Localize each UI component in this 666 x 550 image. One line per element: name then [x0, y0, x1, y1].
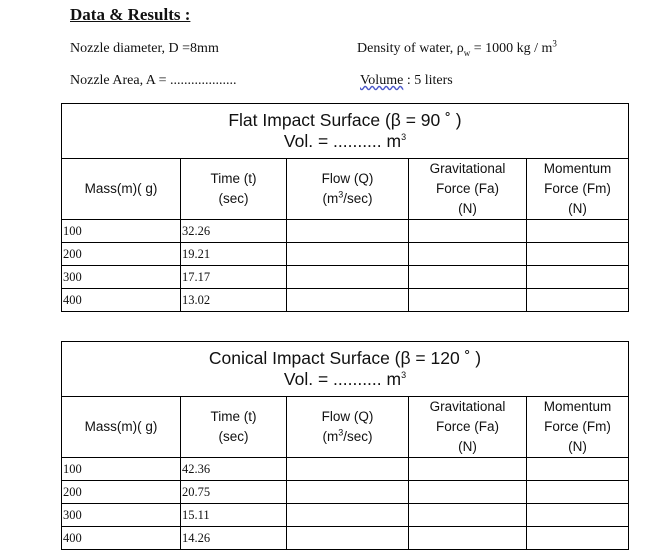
cell-mom-force — [527, 481, 629, 504]
cell-grav-force — [409, 243, 527, 266]
cell-grav-force — [409, 266, 527, 289]
table-row — [62, 243, 629, 266]
table-row — [62, 481, 629, 504]
section-heading: Data & Results : — [70, 5, 191, 24]
col-header-mom-force: Momentum Force (Fm) (N) — [527, 159, 629, 220]
cell-flow — [287, 504, 409, 527]
cell-mass: 200 — [62, 481, 181, 504]
cell-mom-force — [527, 243, 629, 266]
nozzle-diameter-text: Nozzle diameter, D =8mm — [70, 41, 219, 56]
table-row — [62, 527, 629, 550]
cell-mom-force — [527, 220, 629, 243]
flat-impact-table — [61, 103, 629, 312]
cell-mom-force — [527, 458, 629, 481]
table-volume-line: Vol. = .......... $m^3$ — [283, 131, 407, 151]
col-header-mass: Mass(m)( g) — [62, 397, 181, 458]
col-header-mass: Mass(m)( g) — [62, 159, 181, 220]
cell-mass: 200 — [62, 243, 181, 266]
density-value: = 1000 kg / m — [470, 41, 553, 56]
table-title: Conical Impact Surface (β = 120 ˚ ) — [208, 348, 482, 368]
cell-time: 20.75 — [181, 481, 287, 504]
col-header-time: Time (t) (sec) — [181, 159, 287, 220]
cell-grav-force — [409, 289, 527, 312]
cell-mom-force — [527, 527, 629, 550]
col-header-grav-force: Gravitational Force (Fa) (N) — [409, 159, 527, 220]
table-row — [62, 266, 629, 289]
table-row — [62, 220, 629, 243]
cell-flow — [287, 458, 409, 481]
col-header-mom-force: Momentum Force (Fm) (N) — [527, 397, 629, 458]
cell-grav-force — [409, 481, 527, 504]
cell-mass: 400 — [62, 527, 181, 550]
col-header-grav-force: Gravitational Force (Fa) (N) — [409, 397, 527, 458]
cell-time: 17.17 — [181, 266, 287, 289]
table-row — [62, 504, 629, 527]
cell-flow — [287, 266, 409, 289]
density-exponent: 3 — [552, 38, 557, 49]
cell-mass: 400 — [62, 289, 181, 312]
cell-grav-force — [409, 220, 527, 243]
cell-flow — [287, 527, 409, 550]
cell-flow — [287, 289, 409, 312]
cell-time: 14.26 — [181, 527, 287, 550]
table-title: Flat Impact Surface (β = 90 ˚ ) — [228, 110, 462, 130]
cell-grav-force — [409, 504, 527, 527]
cell-flow — [287, 243, 409, 266]
cell-time: 13.02 — [181, 289, 287, 312]
table-volume-line: Vol. = .......... $m^3$ — [283, 369, 407, 389]
density-prefix: Density of water, ρ — [357, 41, 464, 56]
cell-mom-force — [527, 266, 629, 289]
cell-time: 15.11 — [181, 504, 287, 527]
density-text — [357, 38, 557, 58]
table-row — [62, 289, 629, 312]
volume-value: : 5 liters — [403, 73, 453, 88]
cell-grav-force — [409, 527, 527, 550]
volume-label: Volume — [360, 73, 404, 88]
cell-mom-force — [527, 289, 629, 312]
table-row — [62, 458, 629, 481]
volume-text — [360, 73, 453, 89]
nozzle-area-text: Nozzle Area, A = ................... — [70, 73, 237, 88]
cell-time: 19.21 — [181, 243, 287, 266]
cell-time: 42.36 — [181, 458, 287, 481]
cell-mass: 300 — [62, 504, 181, 527]
cell-grav-force — [409, 458, 527, 481]
cell-mass: 300 — [62, 266, 181, 289]
col-header-time: Time (t) (sec) — [181, 397, 287, 458]
col-header-flow: Flow (Q) $(m^3/\sec)$ — [287, 397, 409, 458]
table-title-cell — [62, 104, 629, 159]
cell-flow — [287, 481, 409, 504]
conical-impact-table — [61, 341, 629, 550]
cell-time: 32.26 — [181, 220, 287, 243]
cell-mass: 100 — [62, 220, 181, 243]
table-title-cell — [62, 342, 629, 397]
cell-flow — [287, 220, 409, 243]
cell-mom-force — [527, 504, 629, 527]
col-header-flow: Flow (Q) $(m^3/\sec)$ — [287, 159, 409, 220]
density-subscript: w — [463, 47, 471, 58]
cell-mass: 100 — [62, 458, 181, 481]
